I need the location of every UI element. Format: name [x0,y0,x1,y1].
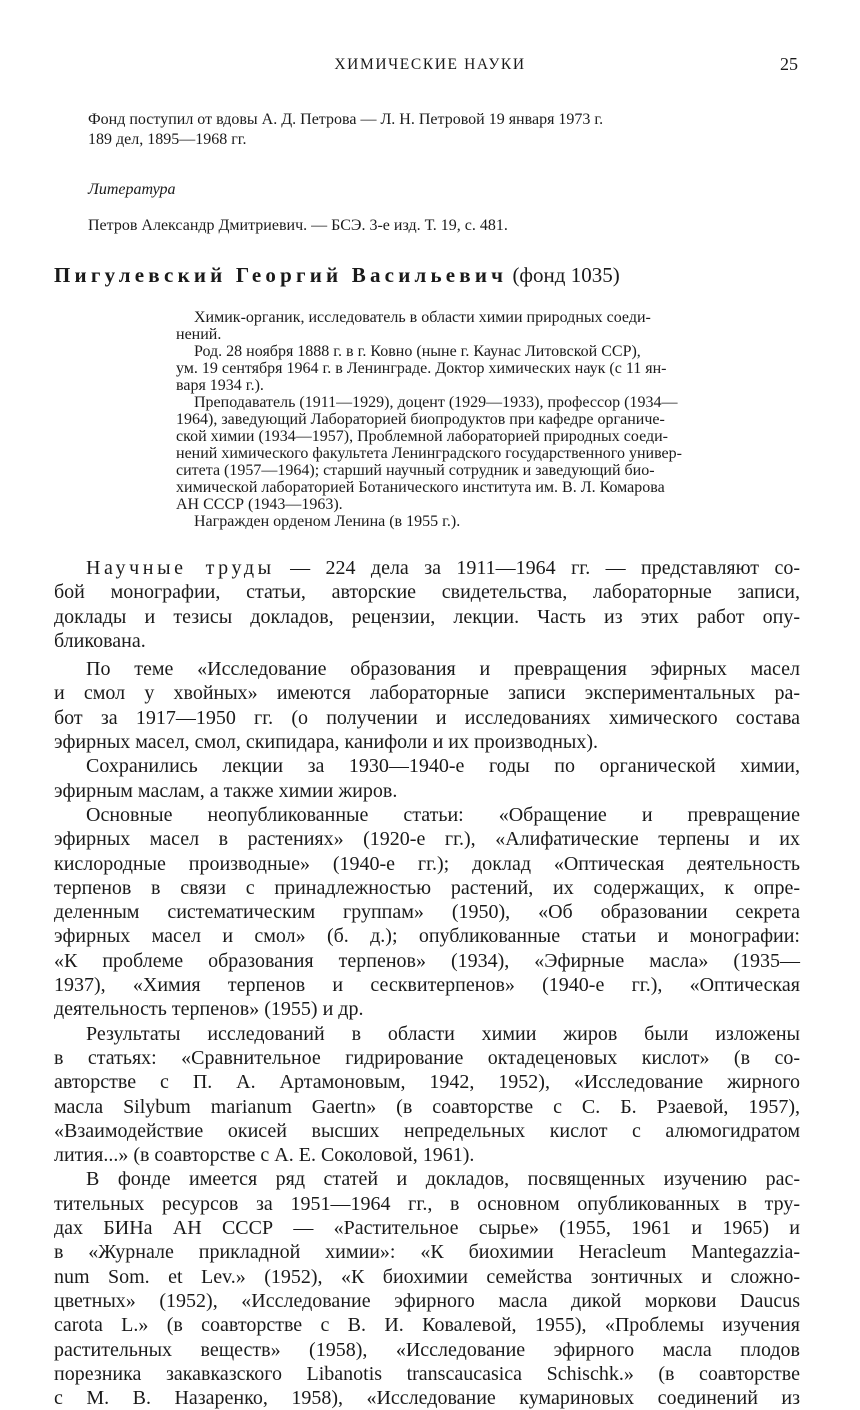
text-line: carota L.» (в соавторстве с В. И. Ковалевой, 1955), «Проблемы изучения [54,1314,800,1337]
text-line: дах БИНа АН СССР — «Растительное сырье» (1955, 1961 и 1965) и [54,1217,800,1240]
text-line: Основные неопубликованные статьи: «Обращение и превращение [86,803,800,826]
bio-line: Род. 28 ноября 1888 г. в г. Ковно (ныне г. Каунас Литовской ССР), [194,343,641,360]
section-title: ХИМИЧЕСКИЕ НАУКИ [334,56,526,73]
text-line: num Som. et Lev.» (1952), «К биохимии семейства зонтичных и сложно- [54,1265,800,1288]
fund-receipt-note [88,110,800,150]
text-line: с М. В. Назаренко, 1958), «Исследование кумариновых соединений из [54,1387,800,1410]
bio-line: нений химического факультета Ленинградского государственного универ- [176,445,682,462]
literature-heading: Литература [88,181,176,198]
text-line: в статьях: «Сравнительное гидрирование октадеценовых кислот» (в со- [54,1046,800,1069]
text-line: Результаты исследований в области химии жиров были изложены [86,1022,800,1045]
text-line: По теме «Исследование образования и превращения эфирных масел [86,658,800,681]
text-line: «Взаимодействие окисей высших непредельных кислот с алюмогидратом [54,1119,800,1142]
text-line: эфирных масел в растениях» (1920-е гг.), «Алифатические терпены и их [54,828,800,851]
bio-line: ской химии (1934—1957), Проблемной лабораторией природных соеди- [176,428,668,445]
text-line: лития...» (в соавторстве с А. Е. Соколовой, 1961). [54,1144,475,1167]
person-heading [54,263,620,288]
text-line: 189 дел, 1895—1968 гг. [88,131,247,148]
text-line: деленным систематическим группам» (1950), «Об образовании секрета [54,901,800,924]
text-line: эфирных масел, смол, скипидара, канифоли и их производных). [54,731,599,754]
text-line: 1937), «Химия терпенов и сесквитерпенов» (1940-е гг.), «Оптическая [54,974,800,997]
fund-number: (фонд 1035) [512,263,620,287]
text-line: бой монографии, статьи, авторские свидетельства, лабораторные записи, [54,581,800,604]
scientific-works-lead: Научные труды [86,557,275,579]
text-line: «К проблеме образования терпенов» (1934), «Эфирные масла» (1935— [54,949,800,972]
page-number: 25 [780,54,798,74]
bio-line: 1964), заведующий Лабораторией биопродуктов при кафедре органиче- [176,411,665,428]
text-line: и смол у хвойных» имеются лабораторные записи экспериментальных ра- [54,682,800,705]
text-line: эфирным маслам, а также химии жиров. [54,779,398,802]
bio-line: АН СССР (1943—1963). [176,496,343,513]
text-line: Сохранились лекции за 1930—1940-е годы по органической химии, [86,755,800,778]
text-line: эфирных масел и смол» (б. д.); опубликованные статьи и монографии: [54,925,800,948]
person-name: Пигулевский Георгий Васильевич [54,263,508,287]
text-line: Фонд поступил от вдовы А. Д. Петрова — Л. Н. Петровой 19 января 1973 г. [88,111,604,128]
bio-line: ум. 19 сентября 1964 г. в Ленинграде. Доктор химических наук (с 11 ян- [176,360,667,377]
biography-block [176,309,800,530]
text-line: кислородные производные» (1940-е гг.); доклад «Оптическая деятельность [54,852,800,875]
text-line: терпенов в связи с принадлежностью растений, их содержащих, к опре- [54,876,800,899]
text-line: в «Журнале прикладной химии»: «К биохимии Heracleum Mantegazzia- [54,1241,800,1264]
text-line: тительных ресурсов за 1951—1964 гг., в основном опубликованных в тру- [54,1192,800,1215]
text-line: цветных» (1952), «Исследование эфирного масла дикой моркови Daucus [54,1289,800,1312]
text-line: доклады и тезисы докладов, рецензии, лекции. Часть из этих работ опу- [54,605,800,628]
text-line: бот за 1917—1950 гг. (о получении и исследованиях химического состава [54,706,800,729]
bio-line: Химик-органик, исследователь в области химии природных соеди- [194,309,651,326]
text-line: Научные труды — 224 дела за 1911—1964 гг. — представляют со- [86,557,800,579]
text-line: порезника закавказского Libanotis transcaucasica Schischk.» (в соавторстве [54,1362,800,1385]
running-head [0,54,860,78]
text-line: авторстве с П. А. Артамоновым, 1942, 1952), «Исследование жирного [54,1071,800,1094]
scientific-works-text [54,556,800,1410]
bio-line: Преподаватель (1911—1929), доцент (1929—1933), профессор (1934— [194,394,678,411]
bio-line: химической лабораторией Ботанического института им. В. Л. Комарова [176,479,665,496]
text-line: В фонде имеется ряд статей и докладов, посвященных изучению рас- [86,1168,800,1191]
text-line: деятельность терпенов» (1955) и др. [54,998,364,1021]
bio-line: нений. [176,326,222,343]
bio-line: варя 1934 г.). [176,377,264,394]
literature-entry: Петров Александр Дмитриевич. — БСЭ. 3-е изд. Т. 19, с. 481. [88,217,508,234]
bio-line: Награжден орденом Ленина (в 1955 г.). [194,513,461,530]
text-line: масла Silybum marianum Gaertn» (в соавторстве с С. Б. Рзаевой, 1957), [54,1095,800,1118]
text-line: растительных веществ» (1958), «Исследование эфирного масла плодов [54,1338,800,1361]
bio-line: ситета (1957—1964); старший научный сотрудник и заведующий био- [176,462,655,479]
text-line: бликована. [54,629,146,652]
